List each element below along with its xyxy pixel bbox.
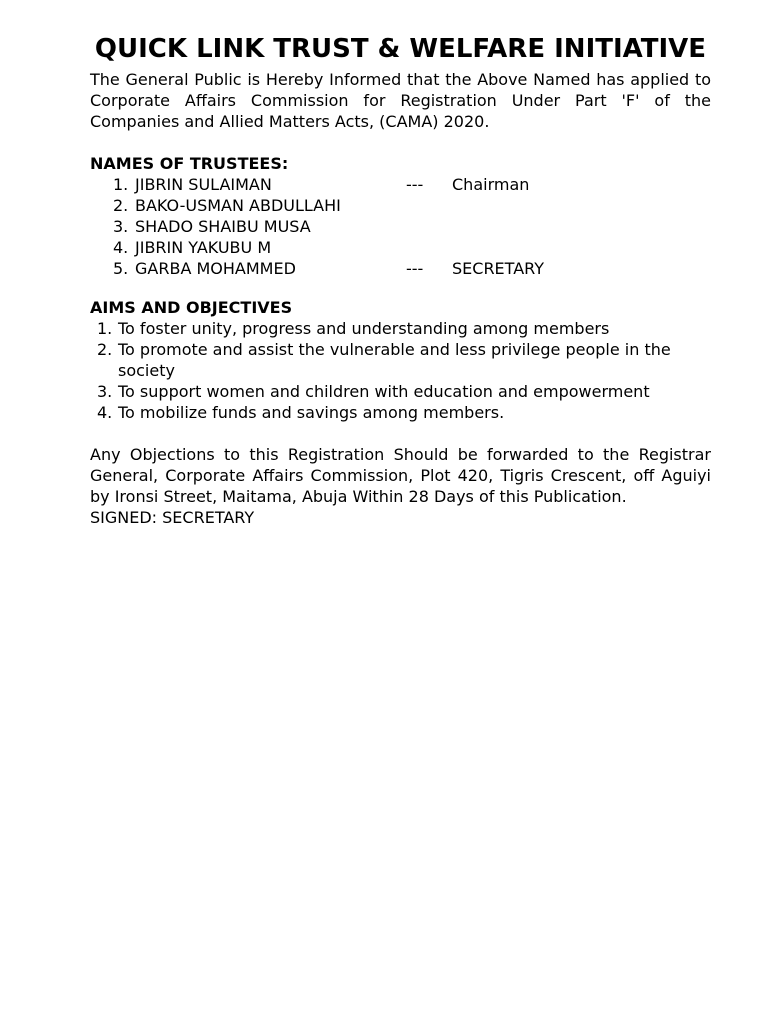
aim-number: 3. [97, 382, 113, 401]
trustees-list [90, 174, 711, 279]
aim-text: To foster unity, progress and understanding among members [118, 319, 610, 338]
trustee-dash: --- [406, 259, 424, 278]
aim-number: 4. [97, 403, 113, 422]
trustee-role: Chairman [452, 175, 530, 194]
aim-item [90, 402, 711, 423]
aim-number: 2. [97, 340, 113, 359]
aims-heading: AIMS AND OBJECTIVES [90, 298, 293, 317]
aim-item [90, 381, 711, 402]
trustee-dash: --- [406, 175, 424, 194]
notice-body [90, 34, 711, 528]
aim-item [90, 339, 711, 381]
trustee-number: 2. [113, 196, 129, 215]
trustee-number: 1. [113, 175, 129, 194]
trustee-role: SECRETARY [452, 259, 545, 278]
aim-text: To support women and children with education and empowerment [118, 382, 650, 401]
trustee-name: JIBRIN YAKUBU M [135, 238, 272, 257]
aim-text: To mobilize funds and savings among members. [118, 403, 505, 422]
trustee-number: 4. [113, 238, 129, 257]
trustee-item [90, 258, 711, 279]
trustee-item [90, 174, 711, 195]
trustees-heading: NAMES OF TRUSTEES: [90, 154, 289, 173]
spacer [90, 132, 711, 153]
aim-number: 1. [97, 319, 113, 338]
spacer [90, 279, 711, 297]
trustee-name: GARBA MOHAMMED [135, 259, 296, 278]
trustee-name: SHADO SHAIBU MUSA [135, 217, 311, 236]
signature-line: SIGNED: SECRETARY [90, 508, 255, 527]
intro-paragraph: The General Public is Hereby Informed that the Above Named has applied to Corporate Affairs Commission for Registration Under Part 'F' of the Companies and Allied Matters Acts, (CAMA) 2020. [90, 70, 711, 131]
trustee-item [90, 237, 711, 258]
aim-item [90, 318, 711, 339]
trustee-item [90, 195, 711, 216]
objections-paragraph: Any Objections to this Registration Should be forwarded to the Registrar General, Corporate Affairs Commission, Plot 420, Tigris Crescent, off Aguiyi by Ironsi Street, Maitama, Abuja Within 28 Days of this Publication. [90, 445, 711, 506]
aims-list [90, 318, 711, 423]
trustee-number: 5. [113, 259, 129, 278]
trustee-name: JIBRIN SULAIMAN [135, 175, 272, 194]
aim-text: To promote and assist the vulnerable and less privilege people in the society [118, 340, 671, 380]
trustee-number: 3. [113, 217, 129, 236]
notice-title: QUICK LINK TRUST & WELFARE INITIATIVE [94, 34, 707, 64]
trustee-name: BAKO-USMAN ABDULLAHI [135, 196, 341, 215]
spacer [90, 423, 711, 444]
trustee-item [90, 216, 711, 237]
